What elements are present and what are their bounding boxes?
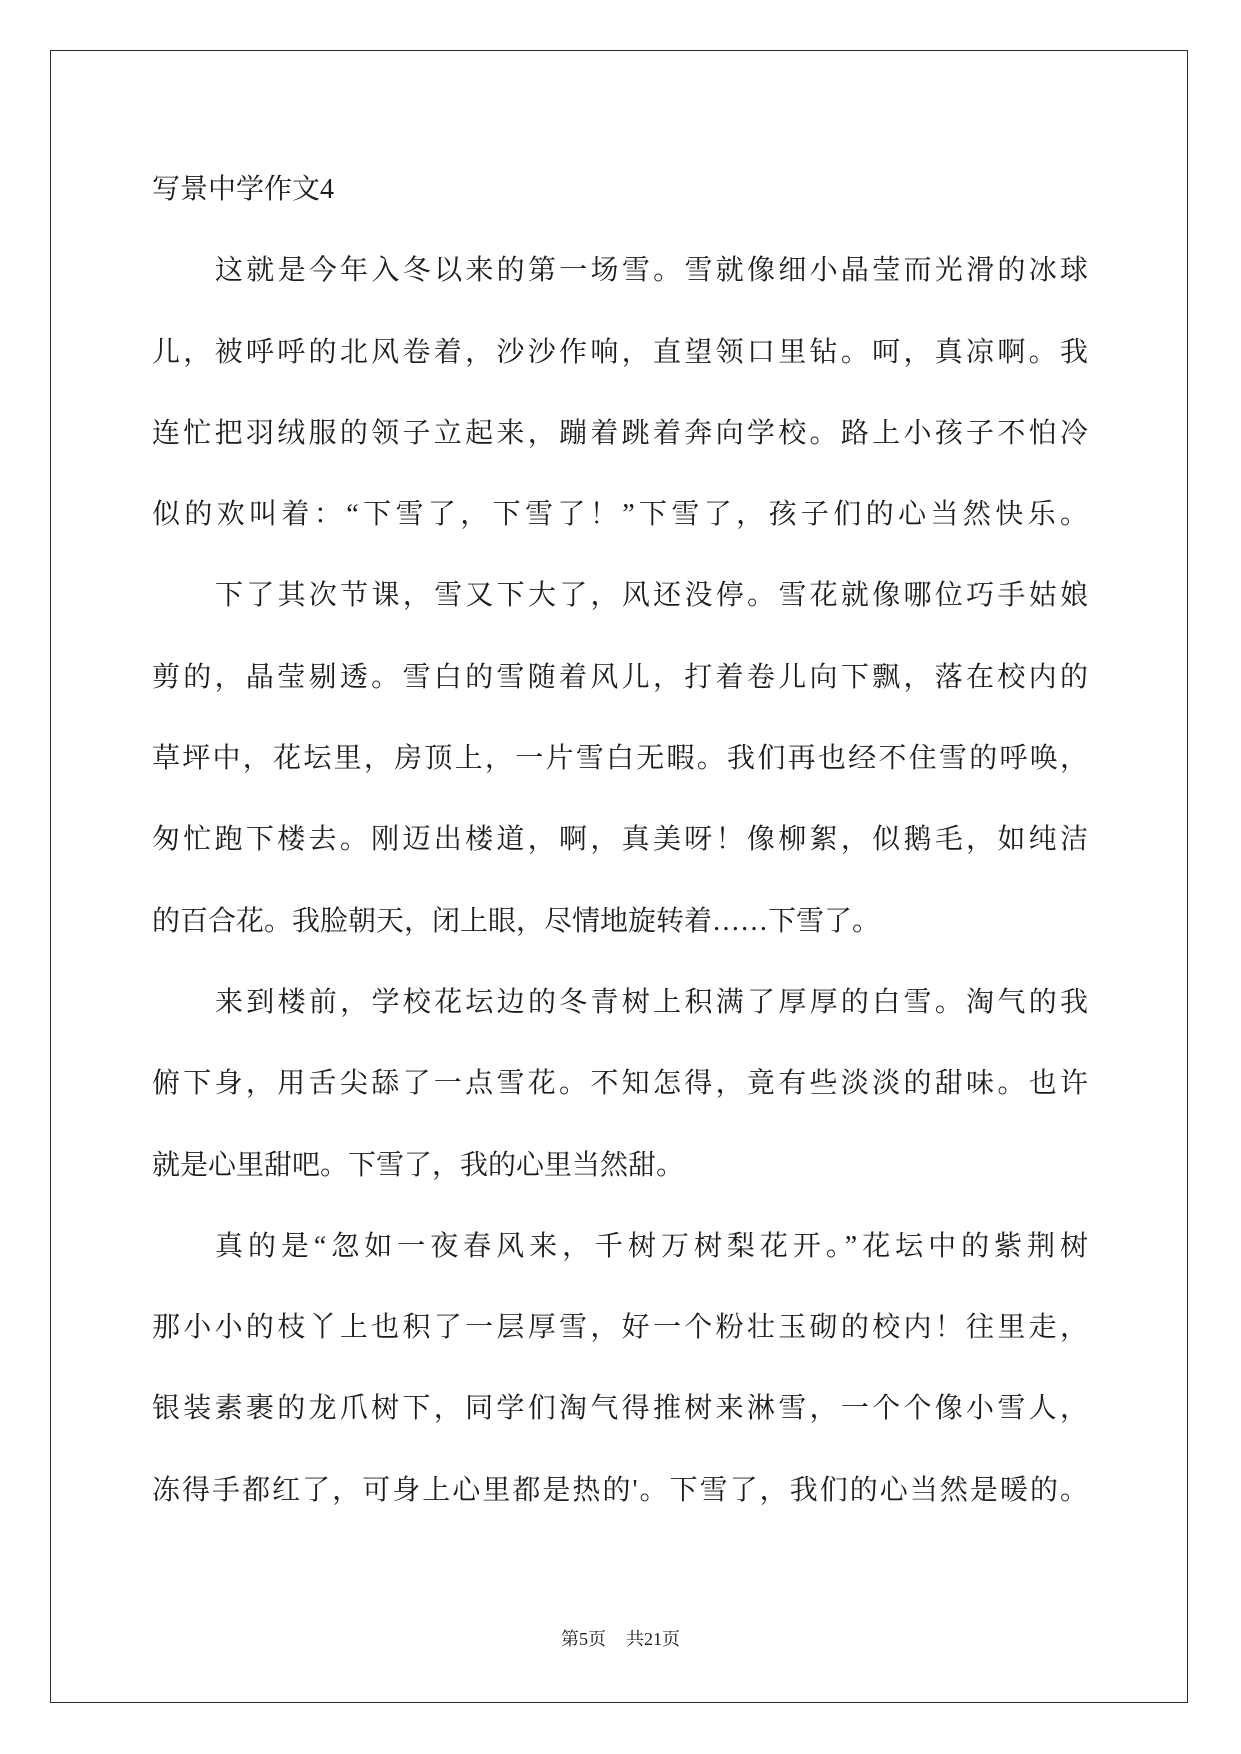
document-body bbox=[152, 149, 1088, 1531]
text-line: 草坪中，花坛里，房顶上，一片雪白无暇。我们再也经不住雪的呼唤， bbox=[152, 743, 1088, 775]
page-footer bbox=[0, 1627, 1241, 1651]
text-line: 来到楼前，学校花坛边的冬青树上积满了厚厚的白雪。淘气的我 bbox=[215, 986, 1088, 1018]
text-line: 俯下身，用舌尖舔了一点雪花。不知怎得，竟有些淡淡的甜味。也许 bbox=[152, 1068, 1088, 1100]
page-number: 第5页 bbox=[561, 1629, 606, 1649]
text-line: 这就是今年入冬以来的第一场雪。雪就像细小晶莹而光滑的冰球 bbox=[215, 255, 1088, 287]
paragraph bbox=[152, 1206, 1088, 1531]
paragraph bbox=[152, 555, 1088, 961]
text-line: 银装素裹的龙爪树下，同学们淘气得推树来淋雪，一个个像小雪人， bbox=[152, 1393, 1088, 1425]
document-title: 写景中学作文4 bbox=[152, 174, 335, 205]
paragraph bbox=[152, 962, 1088, 1206]
paragraph bbox=[152, 230, 1088, 555]
text-line: 真的是“忽如一夜春风来，千树万树梨花开。”花坛中的紫荆树 bbox=[215, 1230, 1088, 1262]
text-line: 匆忙跑下楼去。刚迈出楼道，啊，真美呀！像柳絮，似鹅毛，如纯洁 bbox=[152, 824, 1088, 856]
text-line: 儿，被呼呼的北风卷着，沙沙作响，直望领口里钻。呵，真凉啊。我 bbox=[152, 336, 1088, 368]
page-count: 共21页 bbox=[626, 1629, 680, 1649]
text-line: 剪的，晶莹剔透。雪白的雪随着风儿，打着卷儿向下飘，落在校内的 bbox=[152, 661, 1088, 693]
text-line: 连忙把羽绒服的领子立起来，蹦着跳着奔向学校。路上小孩子不怕冷 bbox=[152, 417, 1088, 449]
text-line: 的百合花。我脸朝天，闭上眼，尽情地旋转着……下雪了。 bbox=[152, 905, 881, 937]
text-line: 似的欢叫着：“下雪了，下雪了！”下雪了，孩子们的心当然快乐。 bbox=[152, 499, 1088, 531]
text-line: 就是心里甜吧。下雪了，我的心里当然甜。 bbox=[152, 1149, 685, 1181]
text-line: 下了其次节课，雪又下大了，风还没停。雪花就像哪位巧手姑娘 bbox=[215, 580, 1088, 612]
text-line: 冻得手都红了，可身上心里都是热的'。下雪了，我们的心当然是暖的。 bbox=[152, 1474, 1088, 1506]
text-line: 那小小的枝丫上也积了一层厚雪，好一个粉壮玉砌的校内！往里走， bbox=[152, 1312, 1088, 1344]
